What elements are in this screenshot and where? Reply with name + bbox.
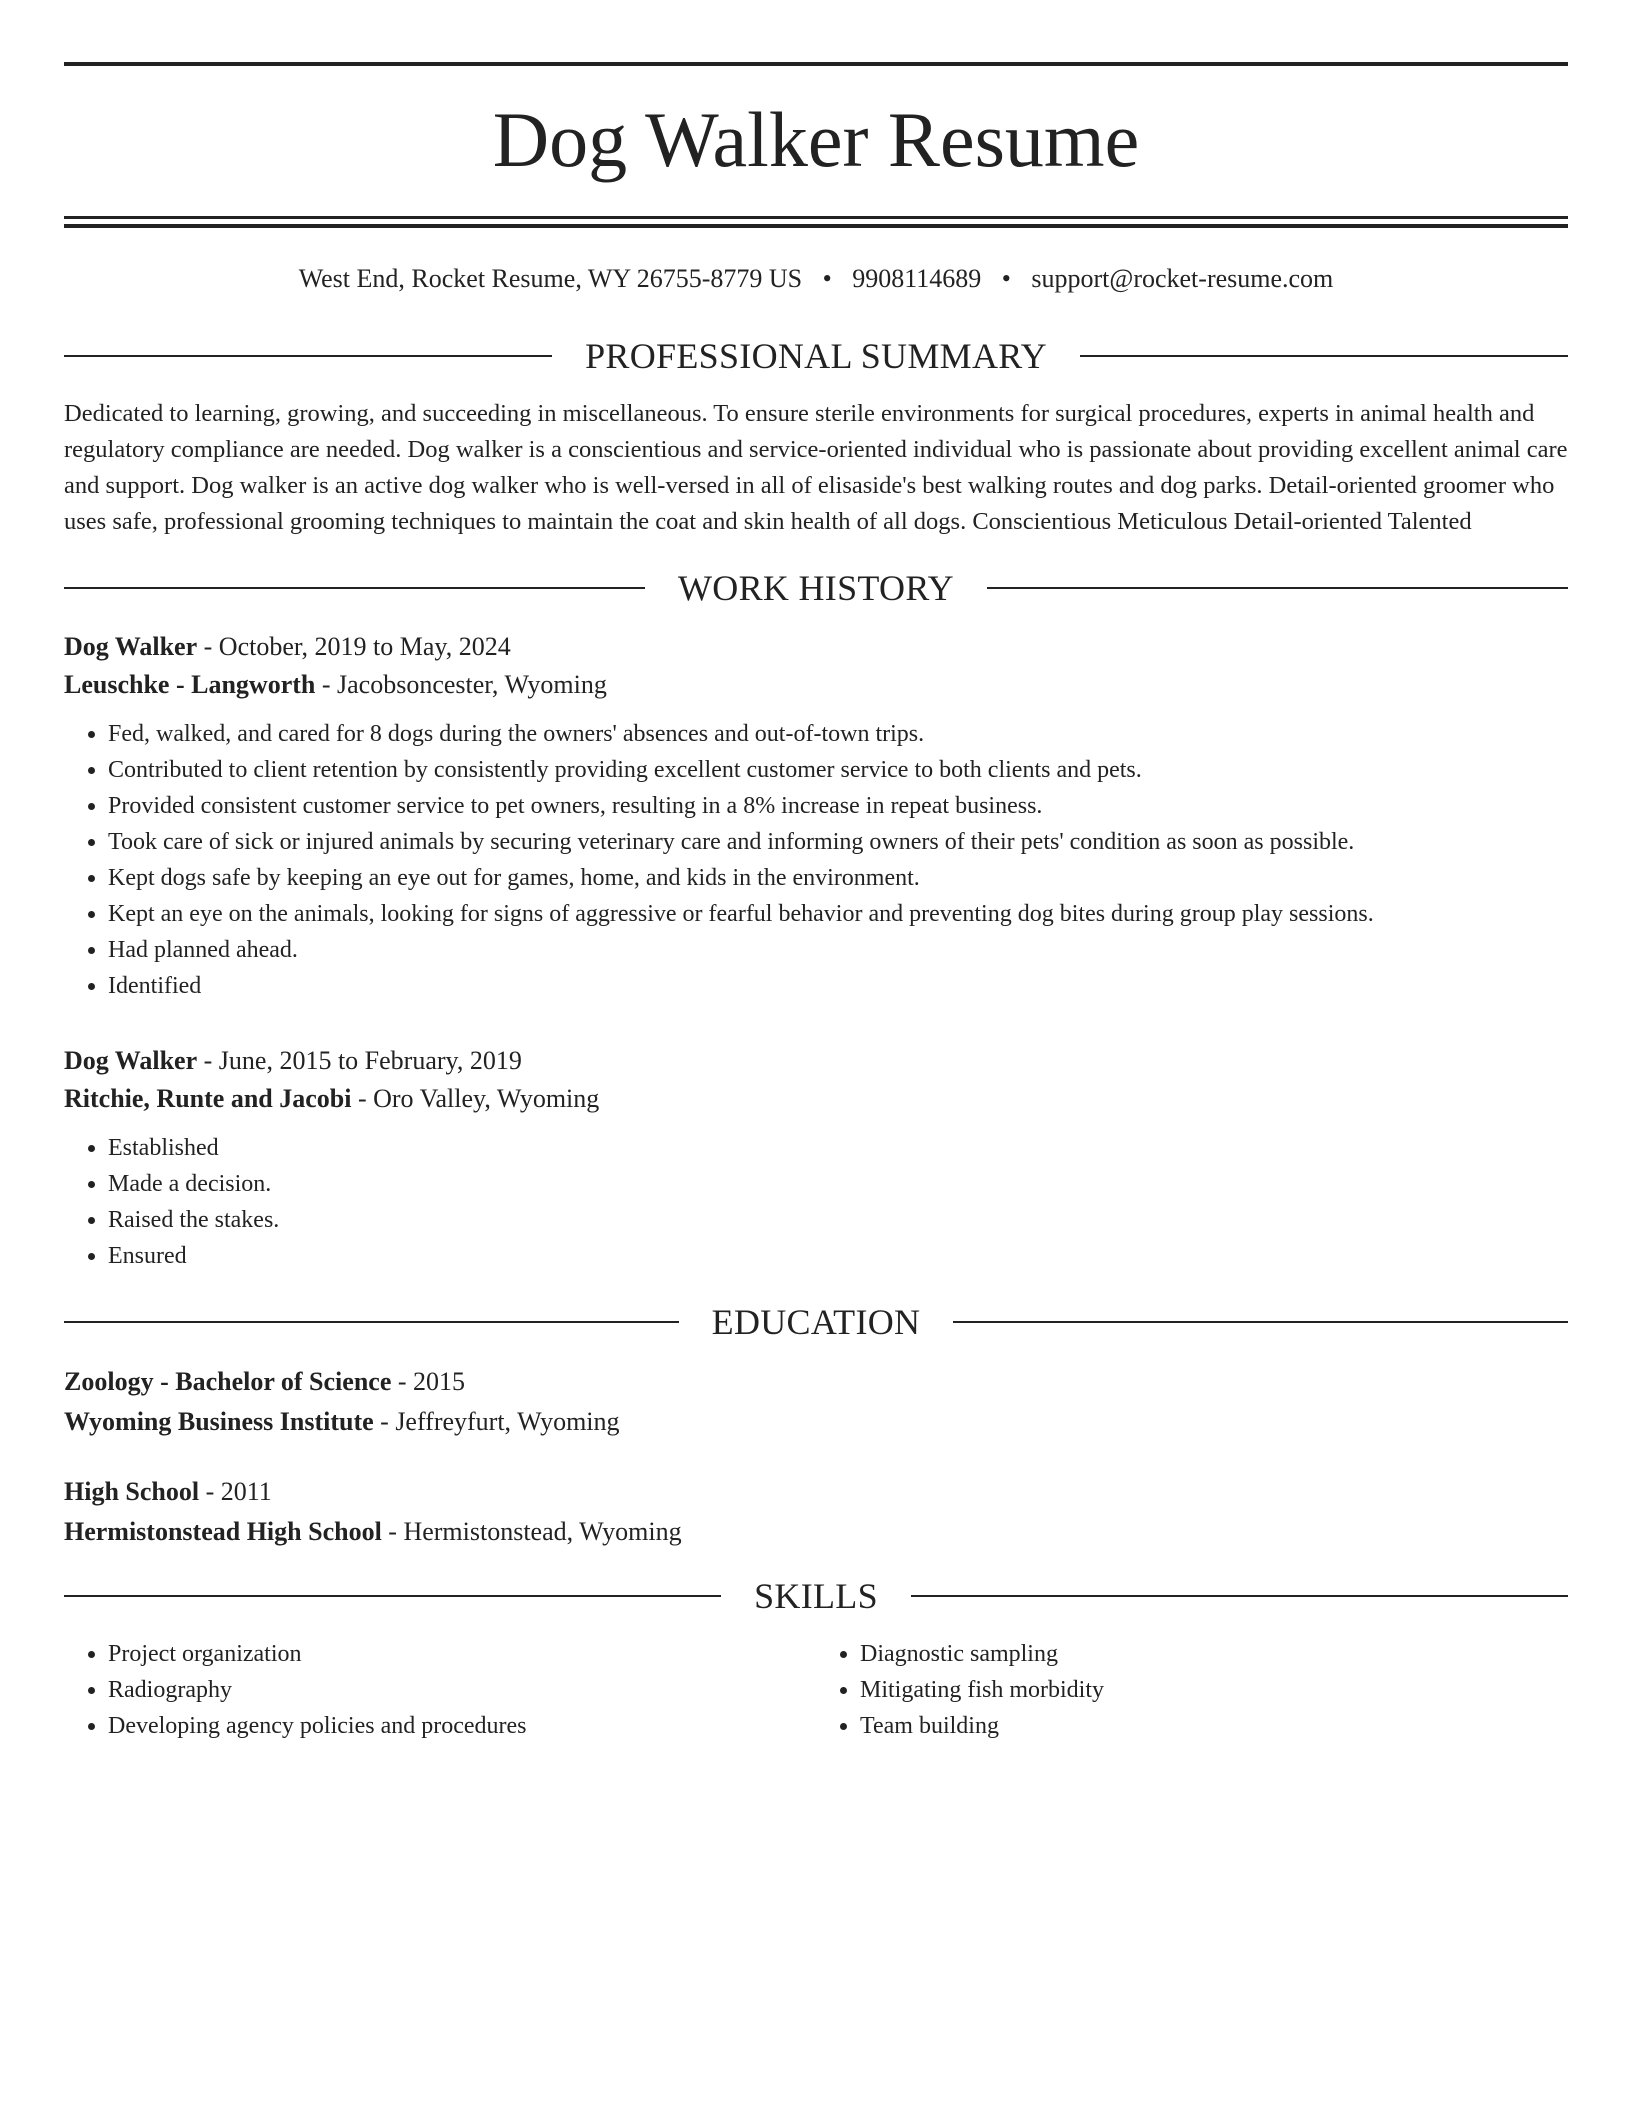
job-dates: - October, 2019 to May, 2024 [197,632,511,661]
contact-separator: • [822,264,832,293]
section-heading-skills [64,1574,1568,1618]
contact-email: support@rocket-resume.com [1031,264,1334,293]
section-title: PROFESSIONAL SUMMARY [585,336,1047,376]
list-item: • Kept an eye on the animals, looking for signs of aggressive or fearful behavior and preventing dog bites during group play sessions. [108,896,1568,932]
section-heading-work [64,566,1568,610]
skill-item: • Radiography [108,1672,816,1708]
contact-address: West End, Rocket Resume, WY 26755-8779 US [298,264,803,293]
list-item: • Kept dogs safe by keeping an eye out for games, home, and kids in the environment. [108,860,1568,896]
skills-grid [64,1636,1568,1744]
education-year: - 2015 [391,1367,466,1396]
list-item: • Established [108,1130,1568,1166]
contact-separator: • [1001,264,1011,293]
heading-rule-right [953,1321,1568,1323]
heading-rule-left [64,1595,721,1597]
job-company: Ritchie, Runte and Jacobi [64,1084,352,1113]
skills-column-left [64,1636,816,1744]
skill-item: • Developing agency policies and procedures [108,1708,816,1744]
list-item: • Had planned ahead. [108,932,1568,968]
job-location: - Oro Valley, Wyoming [351,1084,600,1113]
job-company: Leuschke - Langworth [64,670,316,699]
heading-rule-right [987,587,1568,589]
section-title: WORK HISTORY [678,568,954,608]
list-item: • Took care of sick or injured animals by securing veterinary care and informing owners of their pets' condition as soon as possible. [108,824,1568,860]
heading-rule-left [64,1321,679,1323]
skill-item: • Diagnostic sampling [860,1636,1568,1672]
job-company-line [64,1080,1568,1118]
heading-rule-right [1080,355,1568,357]
job-company-line [64,666,1568,704]
skills-column-right [816,1636,1568,1744]
education-degree: High School [64,1477,200,1506]
list-item: • Raised the stakes. [108,1202,1568,1238]
job-title: Dog Walker [64,1046,198,1075]
list-item: • Made a decision. [108,1166,1568,1202]
title-double-rule [64,216,1568,228]
section-heading-summary [64,334,1568,378]
education-school: Hermistonstead High School [64,1517,382,1546]
job-title-line [64,628,1568,666]
education-year: - 2011 [199,1477,272,1506]
heading-rule-left [64,587,645,589]
job-bullets [64,716,1568,1004]
education-degree: Zoology - Bachelor of Science [64,1367,392,1396]
job-bullets [64,1130,1568,1274]
education-school-line [64,1512,1568,1552]
education-entry [64,1472,1568,1552]
section-heading-education [64,1300,1568,1344]
education-school-line [64,1402,1568,1442]
education-degree-line [64,1362,1568,1402]
list-item: • Identified [108,968,1568,1004]
education-entry [64,1362,1568,1442]
list-item: • Contributed to client retention by consistently providing excellent customer service to both clients and pets. [108,752,1568,788]
skill-item: • Mitigating fish morbidity [860,1672,1568,1708]
job-title-line [64,1042,1568,1080]
list-item: • Provided consistent customer service to pet owners, resulting in a 8% increase in repeat business. [108,788,1568,824]
job-entry [64,628,1568,1004]
job-title: Dog Walker [64,632,198,661]
job-dates: - June, 2015 to February, 2019 [197,1046,522,1075]
contact-line [64,262,1568,296]
list-item: • Ensured [108,1238,1568,1274]
list-item: • Fed, walked, and cared for 8 dogs during the owners' absences and out-of-town trips. [108,716,1568,752]
education-school: Wyoming Business Institute [64,1407,374,1436]
summary-text: Dedicated to learning, growing, and succeeding in miscellaneous. To ensure sterile environments for surgical procedures, experts in animal health and regulatory compliance are needed. Dog walker is a conscientious and service-oriented individual who is passionate about providing excellent animal care and support. Dog walker is an active dog walker who is well-versed in all of elisaside's best walking routes and dog parks. Detail-oriented groomer who uses safe, professional grooming techniques to maintain the coat and skin health of all dogs. Conscientious Meticulous Detail-oriented Talented [64,400,1568,535]
section-title: EDUCATION [711,1302,921,1342]
job-entry [64,1042,1568,1274]
education-degree-line [64,1472,1568,1512]
section-title: SKILLS [754,1576,878,1616]
skill-item: • Team building [860,1708,1568,1744]
education-location: - Jeffreyfurt, Wyoming [373,1407,620,1436]
skill-item: • Project organization [108,1636,816,1672]
resume-title: Dog Walker Resume [492,96,1140,183]
job-location: - Jacobsoncester, Wyoming [315,670,607,699]
heading-rule-right [911,1595,1568,1597]
education-location: - Hermistonstead, Wyoming [381,1517,682,1546]
heading-rule-left [64,355,552,357]
contact-phone: 9908114689 [852,264,982,293]
